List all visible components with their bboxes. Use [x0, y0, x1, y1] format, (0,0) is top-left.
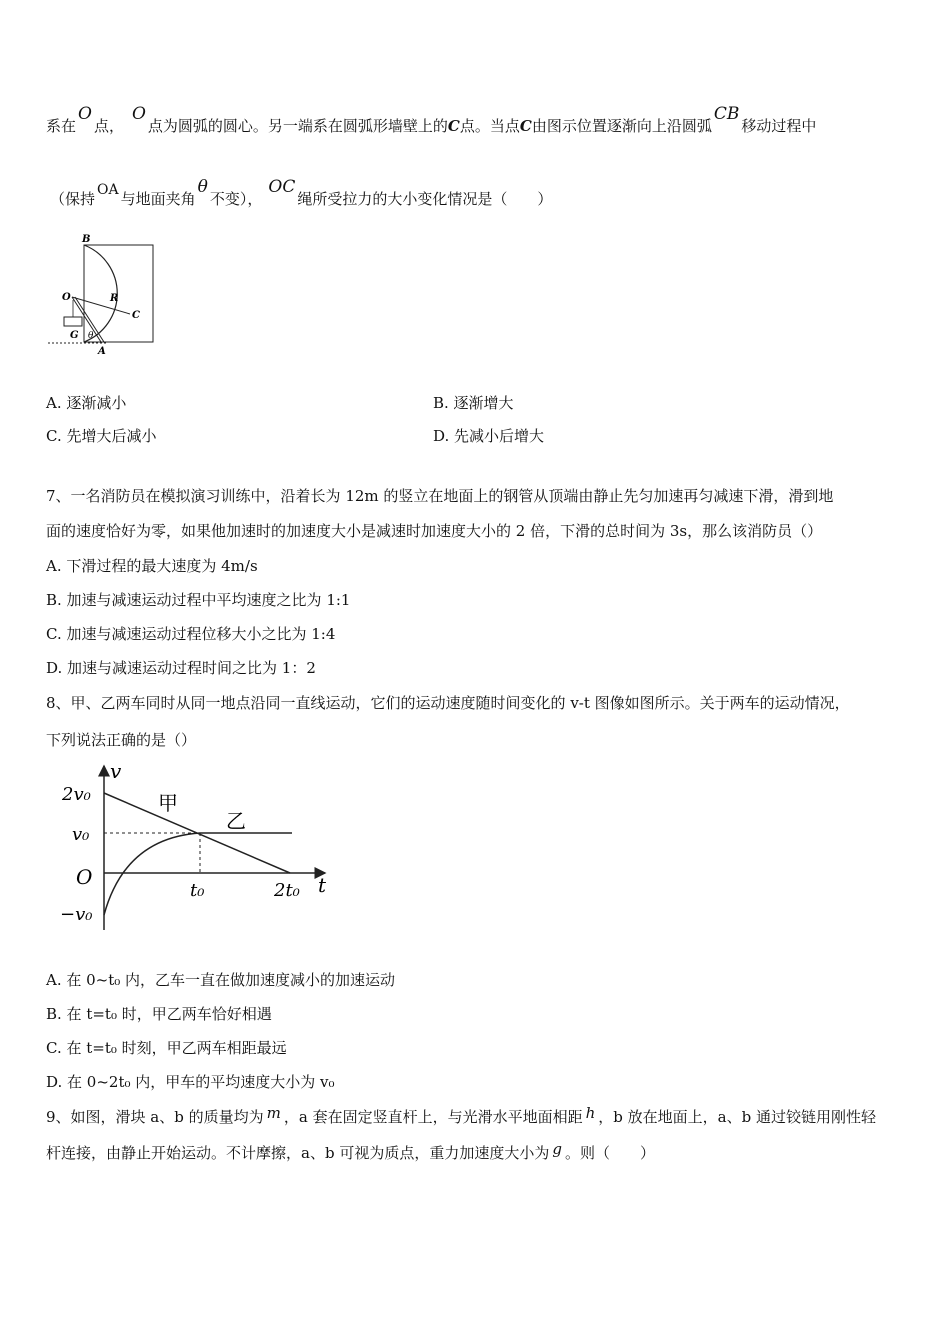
q6-option-d[interactable]: D. 先减小后增大: [433, 427, 545, 445]
q8-option-c[interactable]: C. 在 t=t₀ 时刻，甲乙两车相距最远: [46, 1039, 287, 1057]
label-o: O: [62, 292, 71, 303]
tick-t0: t₀: [190, 880, 205, 901]
legend-jia: 甲: [158, 791, 178, 815]
label-b: B: [82, 234, 91, 245]
q7-option-a[interactable]: A. 下滑过程的最大速度为 4m/s: [46, 557, 258, 575]
weight-g: [64, 317, 82, 326]
q7-stem-line2: 面的速度恰好为零，如果他加速时的加速度大小是减速时加速度大小的 2 倍，下滑的总时间为 3s，那么该消防员（）: [46, 522, 823, 540]
q7-option-b[interactable]: B. 加速与减速运动过程中平均速度之比为 1:1: [46, 591, 351, 609]
q6-option-c[interactable]: C. 先增大后减小: [46, 427, 157, 445]
tick-2t0: 2t₀: [274, 880, 300, 901]
tick-2v0: 2v₀: [62, 784, 91, 805]
tick-v0: v₀: [72, 824, 90, 845]
q8-stem-line1: 8、甲、乙两车同时从同一地点沿同一直线运动，它们的运动速度随时间变化的 v-t 图像如图所示。关于两车的运动情况，: [46, 694, 850, 712]
q6-option-a[interactable]: A. 逐渐减小: [46, 394, 127, 412]
q9-stem-line1: 9、如图，滑块 a、b 的质量均为 m ，a 套在固定竖直杆上，与光滑水平地面相距 h ，b 放在地面上，a、b 通过铰链用刚性轻: [46, 1104, 876, 1126]
q7-option-d[interactable]: D. 加速与减速运动过程时间之比为 1：2: [46, 659, 316, 677]
q8-option-d[interactable]: D. 在 0~2t₀ 内，甲车的平均速度大小为 v₀: [46, 1073, 335, 1091]
q6-stem-line2: （保持 OA 与地面夹角θ不变），OC绳所受拉力的大小变化情况是（ ）: [50, 177, 553, 208]
label-g: G: [70, 330, 79, 341]
q8-option-a[interactable]: A. 在 0~t₀ 内，乙车一直在做加速度减小的加速运动: [46, 971, 396, 989]
q8-option-b[interactable]: B. 在 t=t₀ 时，甲乙两车恰好相遇: [46, 1005, 272, 1023]
q7-stem-line1: 7、一名消防员在模拟演习训练中，沿着长为 12m 的竖立在地面上的钢管从顶端由静止先匀加速再匀减速下滑，滑到地: [46, 487, 834, 505]
origin-label: O: [76, 865, 93, 889]
q6-figure: [44, 230, 164, 360]
t-axis-label: t: [318, 873, 327, 897]
label-r: R: [110, 293, 119, 304]
label-c: C: [132, 310, 140, 321]
q6-stem-line1: 系在O点，O点为圆弧的圆心。另一端系在圆弧形墙壁上的C点。当点C由图示位置逐渐向上沿圆弧CB移动过程中: [46, 104, 817, 135]
tick-neg-v0: −v₀: [60, 904, 93, 925]
label-theta: θ: [88, 331, 94, 341]
legend-yi: 乙: [226, 809, 246, 833]
label-a: A: [98, 346, 106, 357]
q6-option-b[interactable]: B. 逐渐增大: [433, 394, 514, 412]
v-axis-label: v: [110, 760, 122, 783]
q7-option-c[interactable]: C. 加速与减速运动过程位移大小之比为 1:4: [46, 625, 336, 643]
series-yi-line: [104, 833, 292, 915]
vt-graph: [50, 760, 350, 935]
q9-stem-line2: 杆连接，由静止开始运动。不计摩擦，a、b 可视为质点，重力加速度大小为 g 。则（ ）: [46, 1140, 655, 1162]
q8-stem-line2: 下列说法正确的是（）: [46, 731, 197, 749]
